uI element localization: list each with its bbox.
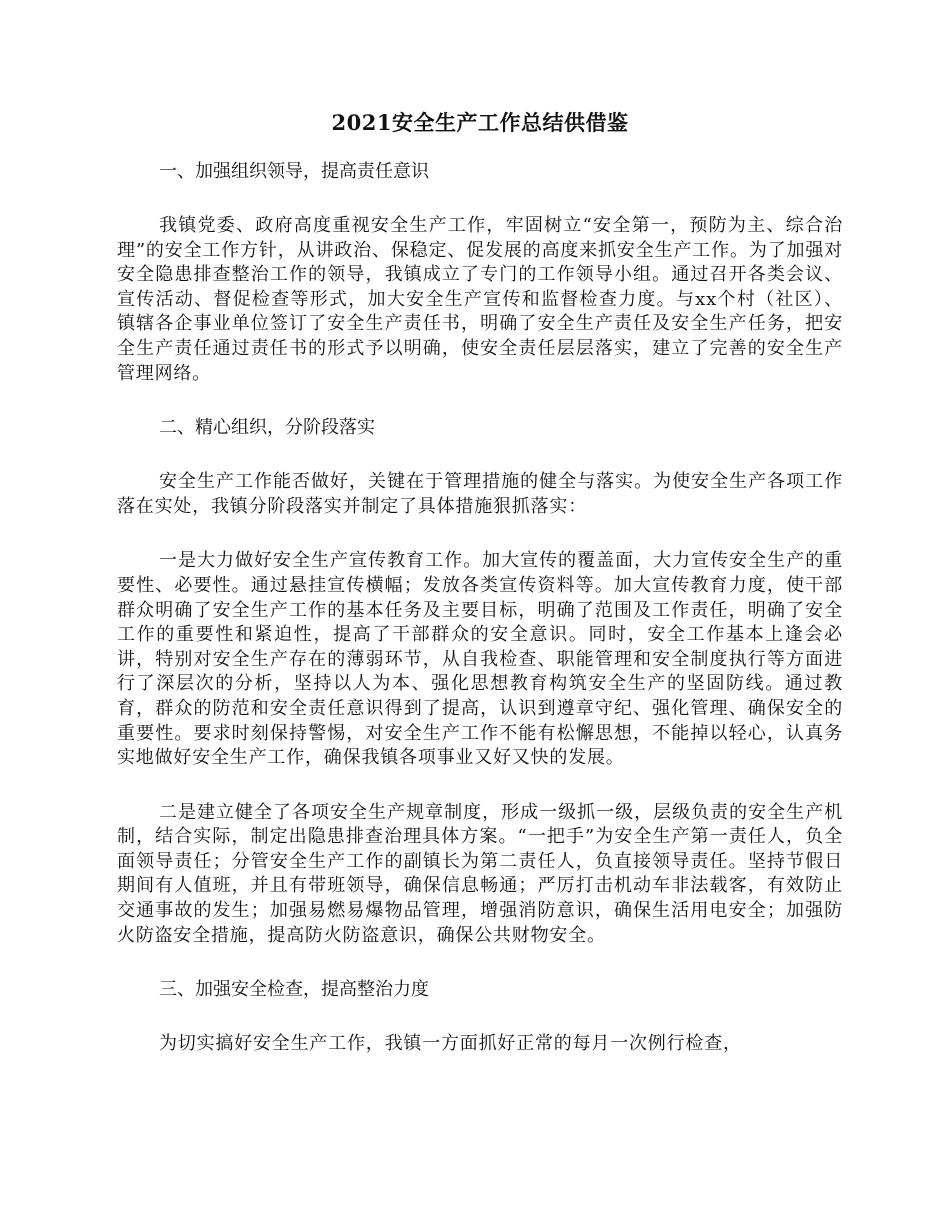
document-page	[117, 108, 843, 1087]
paragraph-5: 为切实搞好安全生产工作，我镇一方面抓好正常的每月一次例行检查，	[159, 1033, 742, 1055]
document-title: 2021安全生产工作总结供借鉴	[331, 110, 629, 135]
paragraph-3: 一是大力做好安全生产宣传教育工作。加大宣传的覆盖面，大力宣传安全生产的重要性、必要性。通过悬挂宣传横幅；发放各类宣传资料等。加大宣传教育力度，使干部群众明确了安全生产工作的基本任务及主要目标，明确了范围及工作责任，明确了安全工作的重要性和紧迫性，提高了干部群众的安全意识。同时，安全工作基本上逢会必讲，特别对安全生产存在的薄弱环节，从自我检查、职能管理和安全制度执行等方面进行了深层次的分析，坚持以人为本、强化思想教育构筑安全生产的坚固防线。通过教育，群众的防范和安全责任意识得到了提高，认识到遵章守纪、强化管理、确保安全的重要性。要求时刻保持警惕，对安全生产工作不能有松懈思想，不能掉以轻心，认真务实地做好安全生产工作，确保我镇各项事业又好又快的发展。	[117, 550, 843, 769]
section-heading-3: 三、加强安全检查，提高整治力度	[159, 979, 429, 1001]
paragraph-4: 二是建立健全了各项安全生产规章制度，形成一级抓一级，层级负责的安全生产机制，结合实际，制定出隐患排查治理具体方案。“一把手”为安全生产第一责任人，负全面领导责任；分管安全生产工作的副镇长为第二责任人，负直接领导责任。坚持节假日期间有人值班，并且有带班领导，确保信息畅通；严厉打击机动车非法载客，有效防止交通事故的发生；加强易燃易爆物品管理，增强消防意识，确保生活用电安全；加强防火防盗安全措施，提高防火防盗意识，确保公共财物安全。	[117, 801, 843, 946]
section-heading-1: 一、加强组织领导，提高责任意识	[159, 161, 429, 182]
section-heading-2: 二、精心组织，分阶段落实	[159, 417, 375, 439]
paragraph-1: 我镇党委、政府高度重视安全生产工作，牢固树立“安全第一，预防为主、综合治理”的安全工作方针，从讲政治、保稳定、促发展的高度来抓安全生产工作。为了加强对安全隐患排查整治工作的领导，我镇成立了专门的工作领导小组。通过召开各类会议、宣传活动、督促检查等形式，加大安全生产宣传和监督检查力度。与xx个村（社区）、镇辖各企事业单位签订了安全生产责任书，明确了安全生产责任及安全生产任务，把安全生产责任通过责任书的形式予以明确，使安全责任层层落实，建立了完善的安全生产管理网络。	[117, 215, 843, 384]
paragraph-2: 安全生产工作能否做好，关键在于管理措施的健全与落实。为使安全生产各项工作落在实处，我镇分阶段落实并制定了具体措施狠抓落实：	[117, 471, 843, 517]
